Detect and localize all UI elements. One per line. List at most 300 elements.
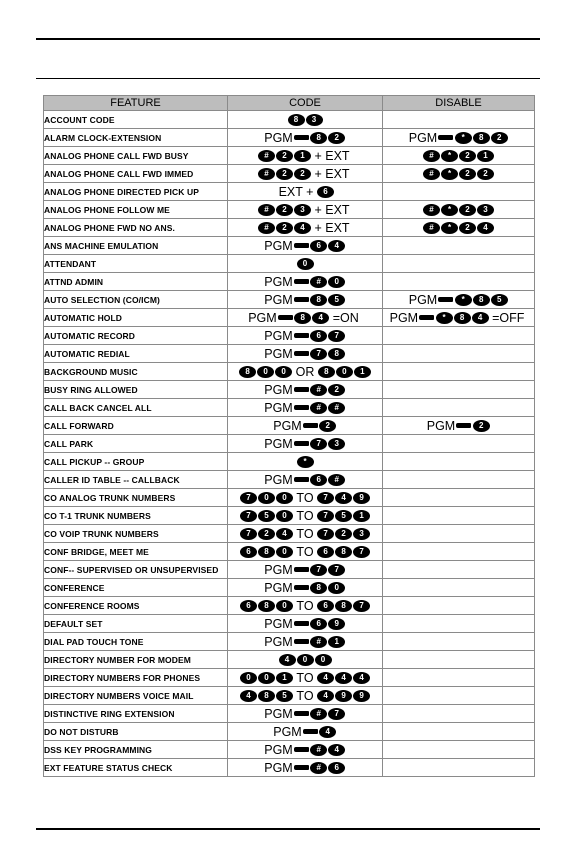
table-row: [44, 309, 535, 327]
feature-cell: DO NOT DISTURB: [44, 723, 228, 741]
pgm-label: PGM: [264, 382, 293, 397]
code-cell: [228, 291, 383, 309]
disable-cell: [383, 597, 535, 615]
disable-cell: [383, 507, 535, 525]
table-row: [44, 543, 535, 561]
keypad-key-icon: 4: [353, 672, 370, 684]
disable-cell: [383, 129, 535, 147]
keypad-key-icon: 8: [310, 294, 327, 306]
keypad-key-icon: 2: [276, 222, 293, 234]
disable-cell: [383, 309, 535, 327]
arrow-icon: [456, 423, 471, 428]
feature-cell: CALL FORWARD: [44, 417, 228, 435]
feature-cell: DIAL PAD TOUCH TONE: [44, 633, 228, 651]
keypad-key-icon: 8: [318, 366, 335, 378]
key-sequence: [264, 634, 345, 650]
arrow-icon: [294, 441, 309, 446]
keypad-key-icon: *: [441, 204, 458, 216]
disable-cell: [383, 561, 535, 579]
keypad-key-icon: 2: [477, 168, 494, 180]
pgm-label: PGM: [264, 634, 293, 649]
key-sequence: [264, 616, 345, 632]
keypad-key-icon: 7: [240, 492, 257, 504]
table-row: [44, 705, 535, 723]
keypad-key-icon: 6: [240, 600, 257, 612]
feature-cell: AUTO SELECTION (CO/ICM): [44, 291, 228, 309]
disable-cell: [383, 327, 535, 345]
table-row: [44, 399, 535, 417]
keypad-key-icon: *: [441, 222, 458, 234]
code-text: + EXT: [314, 148, 350, 163]
arrow-icon: [419, 315, 434, 320]
disable-cell: [383, 723, 535, 741]
table-row: [44, 111, 535, 129]
code-cell: [228, 381, 383, 399]
pgm-label: PGM: [264, 580, 293, 595]
keypad-key-icon: 4: [328, 744, 345, 756]
keypad-key-icon: 3: [328, 438, 345, 450]
key-sequence: [273, 418, 336, 434]
keypad-key-icon: 8: [294, 312, 311, 324]
pgm-label: PGM: [408, 292, 438, 307]
feature-cell: DIRECTORY NUMBER FOR MODEM: [44, 651, 228, 669]
keypad-key-icon: 2: [276, 150, 293, 162]
code-cell: [228, 561, 383, 579]
keypad-key-icon: #: [423, 222, 440, 234]
code-cell: [228, 705, 383, 723]
keypad-key-icon: #: [423, 204, 440, 216]
keypad-key-icon: 0: [336, 366, 353, 378]
keypad-key-icon: #: [258, 204, 275, 216]
code-cell: [228, 219, 383, 237]
code-text: OR: [295, 364, 315, 379]
pgm-label: PGM: [264, 292, 293, 307]
code-cell: [228, 165, 383, 183]
arrow-icon: [278, 315, 293, 320]
feature-cell: DSS KEY PROGRAMMING: [44, 741, 228, 759]
table-row: [44, 327, 535, 345]
keypad-key-icon: 0: [276, 600, 293, 612]
keypad-key-icon: 2: [459, 222, 476, 234]
table-header-row: [44, 96, 535, 111]
code-cell: [228, 615, 383, 633]
disable-cell: [383, 183, 535, 201]
keypad-key-icon: 0: [297, 258, 314, 270]
key-sequence: [257, 202, 352, 218]
keypad-key-icon: 0: [276, 510, 293, 522]
keypad-key-icon: 1: [353, 510, 370, 522]
header-code: CODE: [228, 96, 383, 111]
keypad-key-icon: 5: [491, 294, 508, 306]
pgm-label: PGM: [264, 436, 293, 451]
code-cell: [228, 471, 383, 489]
arrow-icon: [294, 747, 309, 752]
key-sequence: [239, 508, 370, 524]
disable-cell: [383, 417, 535, 435]
key-sequence: [276, 184, 335, 200]
table-body: [44, 111, 535, 777]
table-row: [44, 723, 535, 741]
code-cell: [228, 417, 383, 435]
table-row: [44, 417, 535, 435]
keypad-key-icon: #: [310, 636, 327, 648]
top-rule: [36, 38, 540, 40]
keypad-key-icon: 1: [477, 150, 494, 162]
code-cell: [228, 309, 383, 327]
code-text: EXT +: [278, 184, 314, 199]
keypad-key-icon: 2: [459, 150, 476, 162]
keypad-key-icon: 8: [239, 366, 256, 378]
key-sequence: [257, 166, 352, 182]
arrow-icon: [294, 297, 309, 302]
code-cell: [228, 633, 383, 651]
table-row: [44, 219, 535, 237]
keypad-key-icon: 3: [477, 204, 494, 216]
keypad-key-icon: #: [310, 708, 327, 720]
key-sequence: [264, 130, 345, 146]
disable-cell: [383, 165, 535, 183]
keypad-key-icon: 9: [353, 492, 370, 504]
feature-cell: CO T-1 TRUNK NUMBERS: [44, 507, 228, 525]
feature-cell: BUSY RING ALLOWED: [44, 381, 228, 399]
keypad-key-icon: 2: [319, 420, 336, 432]
feature-code-table: [43, 95, 535, 777]
keypad-key-icon: 7: [328, 564, 345, 576]
key-sequence: [390, 310, 528, 326]
keypad-key-icon: 8: [335, 600, 352, 612]
keypad-key-icon: 2: [258, 528, 275, 540]
keypad-key-icon: 7: [328, 708, 345, 720]
disable-cell: [383, 705, 535, 723]
pgm-label: PGM: [264, 706, 293, 721]
keypad-key-icon: 4: [472, 312, 489, 324]
code-cell: [228, 399, 383, 417]
key-sequence: [264, 274, 345, 290]
table-row: [44, 147, 535, 165]
feature-cell: DISTINCTIVE RING EXTENSION: [44, 705, 228, 723]
table-row: [44, 273, 535, 291]
key-sequence: [264, 292, 345, 308]
arrow-icon: [294, 621, 309, 626]
keypad-key-icon: 4: [319, 726, 336, 738]
feature-cell: ANALOG PHONE CALL FWD IMMED: [44, 165, 228, 183]
table-row: [44, 669, 535, 687]
arrow-icon: [294, 765, 309, 770]
feature-cell: DIRECTORY NUMBERS FOR PHONES: [44, 669, 228, 687]
key-sequence: [248, 310, 362, 326]
keypad-key-icon: #: [258, 150, 275, 162]
key-sequence: [264, 580, 345, 596]
code-text: =OFF: [492, 310, 525, 325]
code-cell: [228, 327, 383, 345]
keypad-key-icon: 8: [310, 582, 327, 594]
keypad-key-icon: 0: [328, 276, 345, 288]
feature-cell: CONFERENCE ROOMS: [44, 597, 228, 615]
feature-cell: CONF BRIDGE, MEET ME: [44, 543, 228, 561]
table-row: [44, 363, 535, 381]
keypad-key-icon: 0: [297, 654, 314, 666]
key-sequence: [239, 544, 370, 560]
keypad-key-icon: 7: [353, 600, 370, 612]
key-sequence: [423, 202, 495, 218]
code-cell: [228, 147, 383, 165]
keypad-key-icon: 2: [473, 420, 490, 432]
keypad-key-icon: 5: [276, 690, 293, 702]
keypad-key-icon: #: [423, 168, 440, 180]
keypad-key-icon: 8: [473, 132, 490, 144]
table-row: [44, 237, 535, 255]
keypad-key-icon: 7: [310, 438, 327, 450]
code-text: + EXT: [314, 220, 350, 235]
keypad-key-icon: 4: [312, 312, 329, 324]
keypad-key-icon: 0: [275, 366, 292, 378]
key-sequence: [423, 148, 495, 164]
header-disable: DISABLE: [383, 96, 535, 111]
disable-cell: [383, 237, 535, 255]
code-text: + EXT: [314, 202, 350, 217]
disable-cell: [383, 435, 535, 453]
key-sequence: [296, 454, 314, 470]
table-row: [44, 687, 535, 705]
keypad-key-icon: 2: [328, 384, 345, 396]
keypad-key-icon: 2: [335, 528, 352, 540]
arrow-icon: [303, 423, 318, 428]
code-text: =ON: [332, 310, 359, 325]
keypad-key-icon: 0: [258, 672, 275, 684]
keypad-key-icon: 0: [257, 366, 274, 378]
code-cell: [228, 129, 383, 147]
table-row: [44, 759, 535, 777]
keypad-key-icon: 4: [276, 528, 293, 540]
code-cell: [228, 687, 383, 705]
keypad-key-icon: 4: [317, 672, 334, 684]
feature-cell: CALL PICKUP -- GROUP: [44, 453, 228, 471]
keypad-key-icon: 8: [473, 294, 490, 306]
feature-cell: CONFERENCE: [44, 579, 228, 597]
code-cell: [228, 669, 383, 687]
keypad-key-icon: 6: [317, 186, 334, 198]
keypad-key-icon: 6: [328, 762, 345, 774]
keypad-key-icon: 9: [353, 690, 370, 702]
code-text: TO: [296, 598, 314, 613]
key-sequence: [296, 256, 314, 272]
keypad-key-icon: #: [258, 222, 275, 234]
disable-cell: [383, 453, 535, 471]
key-sequence: [427, 418, 490, 434]
arrow-icon: [294, 279, 309, 284]
feature-cell: ATTENDANT: [44, 255, 228, 273]
table-row: [44, 255, 535, 273]
keypad-key-icon: 4: [240, 690, 257, 702]
feature-cell: ANALOG PHONE DIRECTED PICK UP: [44, 183, 228, 201]
keypad-key-icon: 2: [276, 204, 293, 216]
keypad-key-icon: #: [258, 168, 275, 180]
code-cell: [228, 111, 383, 129]
code-cell: [228, 345, 383, 363]
disable-cell: [383, 147, 535, 165]
arrow-icon: [294, 387, 309, 392]
feature-cell: CALL PARK: [44, 435, 228, 453]
keypad-key-icon: 6: [310, 240, 327, 252]
code-cell: [228, 489, 383, 507]
disable-cell: [383, 489, 535, 507]
table-row: [44, 741, 535, 759]
keypad-key-icon: 5: [335, 510, 352, 522]
pgm-label: PGM: [408, 130, 438, 145]
keypad-key-icon: 2: [294, 168, 311, 180]
keypad-key-icon: 8: [454, 312, 471, 324]
feature-cell: ACCOUNT CODE: [44, 111, 228, 129]
disable-cell: [383, 543, 535, 561]
code-cell: [228, 759, 383, 777]
feature-cell: CALLER ID TABLE -- CALLBACK: [44, 471, 228, 489]
table-row: [44, 633, 535, 651]
keypad-key-icon: 5: [328, 294, 345, 306]
key-sequence: [239, 364, 372, 380]
code-cell: [228, 741, 383, 759]
key-sequence: [264, 706, 345, 722]
keypad-key-icon: 6: [317, 600, 334, 612]
code-text: TO: [296, 526, 314, 541]
key-sequence: [264, 742, 345, 758]
arrow-icon: [294, 135, 309, 140]
key-sequence: [264, 562, 345, 578]
code-cell: [228, 723, 383, 741]
disable-cell: [383, 633, 535, 651]
code-cell: [228, 237, 383, 255]
keypad-key-icon: *: [455, 132, 472, 144]
keypad-key-icon: #: [310, 384, 327, 396]
code-cell: [228, 579, 383, 597]
feature-cell: CO VOIP TRUNK NUMBERS: [44, 525, 228, 543]
keypad-key-icon: 0: [276, 492, 293, 504]
disable-cell: [383, 579, 535, 597]
pgm-label: PGM: [264, 760, 293, 775]
keypad-key-icon: 2: [459, 204, 476, 216]
pgm-label: PGM: [426, 418, 456, 433]
key-sequence: [423, 166, 495, 182]
disable-cell: [383, 669, 535, 687]
keypad-key-icon: 7: [353, 546, 370, 558]
key-sequence: [273, 724, 336, 740]
feature-cell: CALL BACK CANCEL ALL: [44, 399, 228, 417]
keypad-key-icon: 4: [279, 654, 296, 666]
code-cell: [228, 453, 383, 471]
key-sequence: [239, 526, 370, 542]
pgm-label: PGM: [264, 742, 293, 757]
feature-cell: AUTOMATIC REDIAL: [44, 345, 228, 363]
code-cell: [228, 255, 383, 273]
keypad-key-icon: 6: [310, 618, 327, 630]
keypad-key-icon: *: [436, 312, 453, 324]
keypad-key-icon: 7: [240, 528, 257, 540]
keypad-key-icon: 4: [335, 672, 352, 684]
arrow-icon: [294, 639, 309, 644]
keypad-key-icon: #: [310, 276, 327, 288]
keypad-key-icon: 1: [354, 366, 371, 378]
keypad-key-icon: 3: [294, 204, 311, 216]
table-row: [44, 651, 535, 669]
keypad-key-icon: 6: [310, 330, 327, 342]
code-cell: [228, 201, 383, 219]
arrow-icon: [294, 333, 309, 338]
feature-cell: AUTOMATIC RECORD: [44, 327, 228, 345]
keypad-key-icon: #: [310, 402, 327, 414]
keypad-key-icon: 1: [276, 672, 293, 684]
table-row: [44, 453, 535, 471]
code-text: TO: [296, 490, 314, 505]
code-text: TO: [296, 508, 314, 523]
keypad-key-icon: 8: [288, 114, 305, 126]
keypad-key-icon: 0: [258, 492, 275, 504]
table-row: [44, 381, 535, 399]
table-row: [44, 561, 535, 579]
key-sequence: [264, 760, 345, 776]
keypad-key-icon: 2: [491, 132, 508, 144]
header-rule: [36, 78, 540, 79]
code-text: + EXT: [314, 166, 350, 181]
keypad-key-icon: 0: [276, 546, 293, 558]
feature-cell: ANALOG PHONE CALL FWD BUSY: [44, 147, 228, 165]
disable-cell: [383, 399, 535, 417]
keypad-key-icon: 6: [317, 546, 334, 558]
key-sequence: [257, 220, 352, 236]
keypad-key-icon: 8: [258, 600, 275, 612]
arrow-icon: [438, 135, 453, 140]
keypad-key-icon: 8: [310, 132, 327, 144]
keypad-key-icon: 9: [328, 618, 345, 630]
key-sequence: [409, 292, 508, 308]
keypad-key-icon: 2: [328, 132, 345, 144]
key-sequence: [423, 220, 495, 236]
pgm-label: PGM: [264, 274, 293, 289]
keypad-key-icon: 4: [477, 222, 494, 234]
keypad-key-icon: #: [423, 150, 440, 162]
disable-cell: [383, 219, 535, 237]
keypad-key-icon: 8: [328, 348, 345, 360]
keypad-key-icon: 1: [328, 636, 345, 648]
keypad-key-icon: 7: [310, 564, 327, 576]
keypad-key-icon: *: [441, 168, 458, 180]
keypad-key-icon: 2: [276, 168, 293, 180]
code-cell: [228, 543, 383, 561]
pgm-label: PGM: [264, 400, 293, 415]
feature-cell: DIRECTORY NUMBERS VOICE MAIL: [44, 687, 228, 705]
arrow-icon: [438, 297, 453, 302]
disable-cell: [383, 381, 535, 399]
table-row: [44, 525, 535, 543]
code-cell: [228, 435, 383, 453]
feature-cell: DEFAULT SET: [44, 615, 228, 633]
table-row: [44, 615, 535, 633]
keypad-key-icon: 4: [317, 690, 334, 702]
code-cell: [228, 183, 383, 201]
key-sequence: [239, 688, 370, 704]
keypad-key-icon: 3: [306, 114, 323, 126]
arrow-icon: [294, 351, 309, 356]
keypad-key-icon: 8: [258, 546, 275, 558]
pgm-label: PGM: [264, 616, 293, 631]
disable-cell: [383, 687, 535, 705]
pgm-label: PGM: [264, 130, 293, 145]
feature-cell: CONF-- SUPERVISED OR UNSUPERVISED: [44, 561, 228, 579]
disable-cell: [383, 255, 535, 273]
disable-cell: [383, 345, 535, 363]
keypad-key-icon: 5: [258, 510, 275, 522]
disable-cell: [383, 615, 535, 633]
keypad-key-icon: 0: [240, 672, 257, 684]
table-row: [44, 291, 535, 309]
